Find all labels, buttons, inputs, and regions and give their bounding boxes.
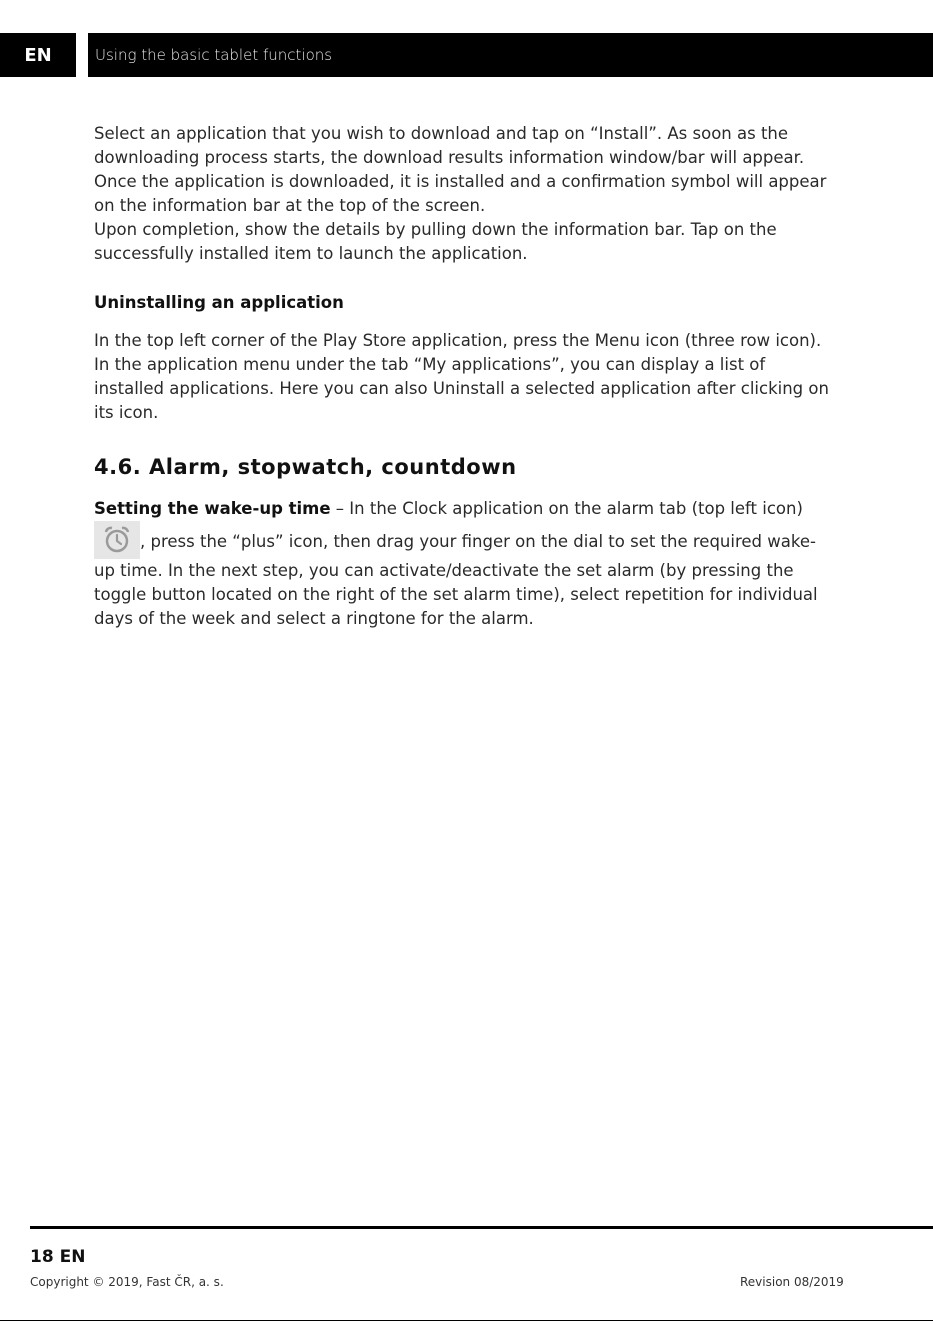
- section-title: 4.6. Alarm, stopwatch, countdown: [94, 455, 517, 479]
- wakeup-rest: , press the “plus” icon, then drag your finger on the dial to set the required wake-up time. In the next step, you can activate/deactivate the set alarm (by pressing the toggle button located on the right of the set alarm time), select repetition for individual days of the week and select a ringtone for the alarm.: [94, 532, 818, 628]
- subheading-uninstall: Uninstalling an application: [94, 293, 344, 312]
- paragraph-completion: Upon completion, show the details by pulling down the information bar. Tap on the successfully installed item to launch the application.: [94, 220, 777, 263]
- revision: Revision 08/2019: [740, 1275, 844, 1289]
- page-number: 18 EN: [30, 1247, 86, 1267]
- footer-divider: [30, 1226, 933, 1229]
- paragraph-install: Select an application that you wish to download and tap on “Install”. As soon as the downloading process starts, the download results information window/bar will appear. Once the application is downloaded, it is installed and a confirmation symbol will appear on the information bar at the top of the screen.: [94, 124, 827, 215]
- wakeup-intro: – In the Clock application on the alarm tab (top left icon): [330, 499, 803, 518]
- bottom-rule: [0, 1320, 933, 1321]
- paragraph-uninstall: In the top left corner of the Play Store application, press the Menu icon (three row icon). In the application menu under the tab “My applications”, you can display a list of installed applications. Here you can also Uninstall a selected application after clicking on its icon.: [94, 331, 829, 422]
- alarm-clock-icon: [94, 521, 140, 559]
- language-badge: EN: [0, 33, 76, 77]
- wakeup-lead: Setting the wake-up time: [94, 499, 331, 518]
- section-header-title: Using the basic tablet functions: [95, 46, 333, 64]
- section-header: [88, 33, 933, 77]
- main-content: [94, 122, 836, 631]
- paragraph-wakeup: [94, 497, 836, 631]
- copyright: Copyright © 2019, Fast ČR, a. s.: [30, 1275, 224, 1289]
